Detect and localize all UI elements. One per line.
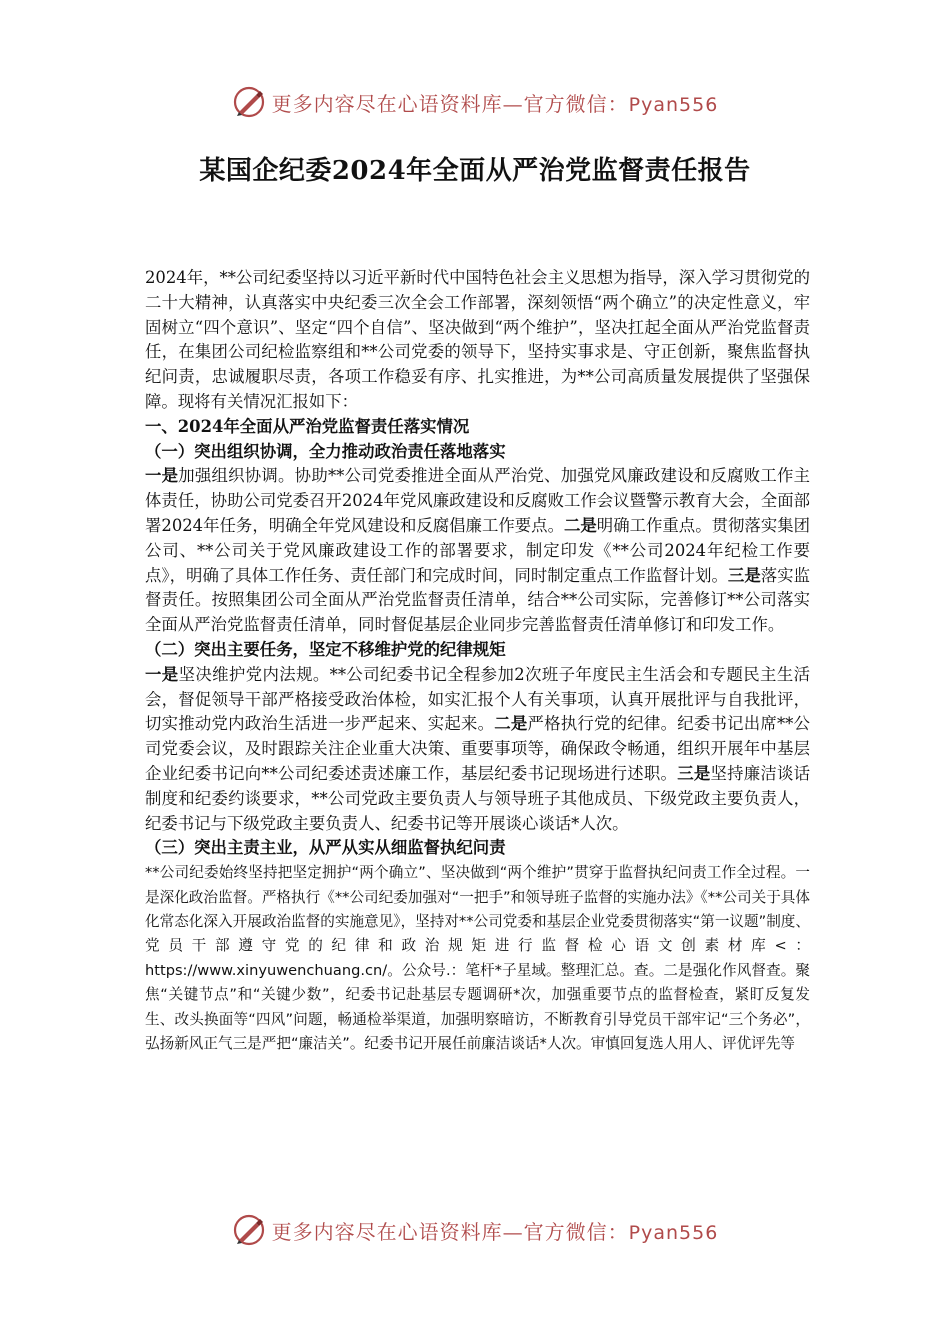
subsection-paragraph-1: 一是加强组织协调。协助**公司党委推进全面从严治党、加强党风廉政建设和反腐败工作主体责任，协助公司党委召开2024年党风廉政建设和反腐败工作会议暨警示教育大会，全面部署2024年任务，明确全年党风建设和反腐倡廉工作要点。二是明确工作重点。贯彻落实集团公司、**公司关于党风廉政建设工作的部署要求，制定印发《**公司2024年纪检工作要点》，明确了具体工作任务、责任部门和完成时间，同时制定重点工作监督计划。三是落实监督责任。按照集团公司全面从严治党监督责任清单，结合**公司实际，完善修订**公司落实全面从严治党监督责任清单，同时督促基层企业同步完善监督责任清单修订和印发工作。 [145,466,811,635]
footer-watermark-banner [0,1210,950,1250]
watermark-text: 更多内容尽在心语资料库—官方微信：Pyan556 [271,1219,719,1244]
intro-paragraph: 2024年，**公司纪委坚持以习近平新时代中国特色社会主义思想为指导，深入学习贯彻党的二十大精神，认真落实中央纪委三次全会工作部署，深刻领悟“两个确立”的决定性意义，牢固树立“四个意识”、坚定“四个自信”、坚决做到“两个维护”，坚决扛起全面从严治党监督责任，在集团公司纪检监察组和**公司党委的领导下，坚持实事求是、守正创新，聚焦监督执纪问责，忠诚履职尽责，各项工作稳妥有序、扎实推进，为**公司高质量发展提供了坚强保障。现将有关情况汇报如下： [145,268,810,411]
document-body [145,266,810,1056]
header-watermark-banner [0,82,950,122]
pen-logo-icon [232,1213,266,1247]
section-heading-1: 一、2024年全面从严治党监督责任落实情况 [145,416,470,436]
pen-logo-icon [232,85,266,119]
subsection-heading-1: （一）突出组织协调，全力推动政治责任落地落实 [145,441,506,461]
watermark-text: 更多内容尽在心语资料库—官方微信：Pyan556 [271,91,719,116]
subsection-paragraph-2: 一是坚决维护党内法规。**公司纪委书记全程参加2次班子年度民主生活会和专题民主生活会，督促领导干部严格接受政治体检，如实汇报个人有关事项，认真开展批评与自我批评，切实推动党内政治生活进一步严起来、实起来。二是严格执行党的纪律。纪委书记出席**公司党委会议，及时跟踪关注企业重大决策、重要事项等，确保政令畅通，组织开展年中基层企业纪委书记向**公司纪委述责述廉工作，基层纪委书记现场进行述职。三是坚持廉洁谈话制度和纪委约谈要求，**公司党政主要负责人与领导班子其他成员、下级党政主要负责人，纪委书记与下级党政主要负责人、纪委书记等开展谈心谈话*人次。 [145,664,811,833]
subsection-paragraph-3: **公司纪委始终坚持把坚定拥护“两个确立”、坚决做到“两个维护”贯穿于监督执纪问责工作全过程。一是深化政治监督。严格执行《**公司纪委加强对“一把手”和领导班子监督的实施办法》《**公司关于具体化常态化深入开展政治监督的实施意见》，坚持对**公司党委和基层企业党委贯彻落实“第一议题”制度、党员干部遵守党的纪律和政治规矩进行监督检心语文创素材库<：https://www.xinyuwenchuang.cn/。公众号.：笔杆*子星域。整理汇总。查。二是强化作风督查。聚焦“关键节点”和“关键少数”，纪委书记赴基层专题调研*次，加强重要节点的监督检查，紧盯反复发生、改头换面等“四风”问题，畅通检举渠道，加强明察暗访，不断教育引导党员干部牢记“三个务必”，弘扬新风正气三是严把“廉洁关”。纪委书记开展任前廉洁谈话*人次。审慎回复选人用人、评优评先等 [145,864,810,1052]
subsection-heading-2: （二）突出主要任务，坚定不移维护党的纪律规矩 [145,639,506,659]
subsection-heading-3: （三）突出主责主业，从严从实从细监督执纪问责 [145,838,506,858]
document-title: 某国企纪委2024年全面从严治党监督责任报告 [199,156,751,186]
